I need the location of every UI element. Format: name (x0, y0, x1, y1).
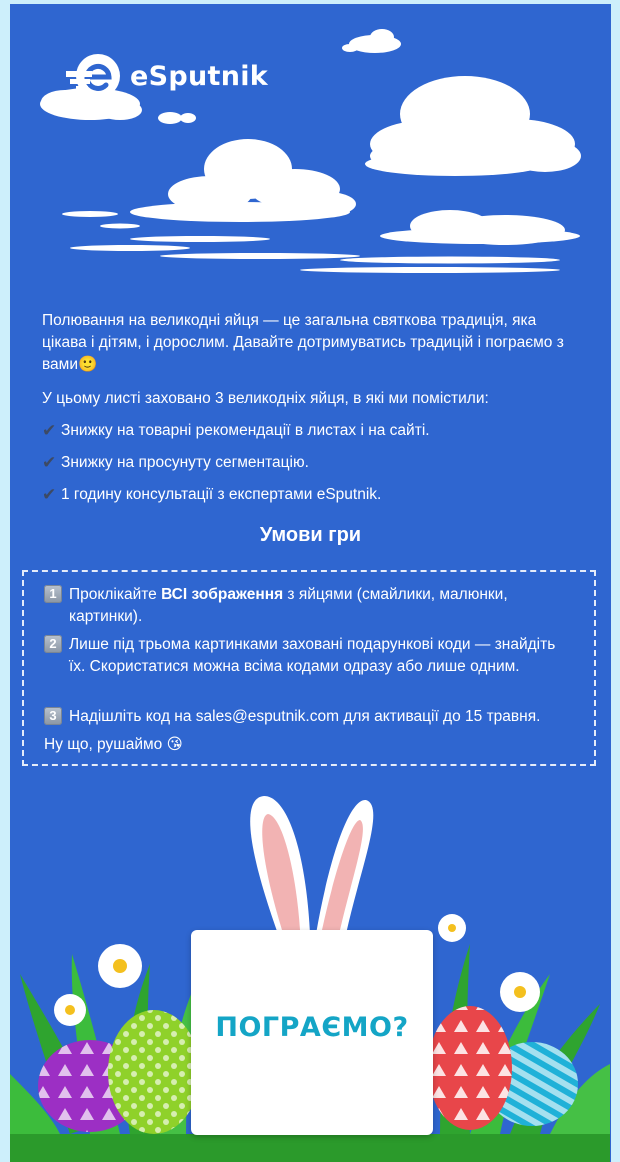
rule-item (44, 584, 564, 628)
intro-paragraph: Полювання на великодні яйця — це загальна святкова традиція, яка цікава і дітям, і дорослим. Давайте дотримуватись традицій і пограємо з вами🙂 (42, 312, 564, 373)
rule-text: Проклікайте ВСІ зображення з яйцями (смайлики, малюнки, картинки). (69, 586, 508, 625)
rule-item (44, 634, 564, 678)
clouds-illustration (10, 4, 611, 294)
prize-list (42, 420, 582, 516)
keycap-3-icon: 3 (44, 707, 62, 725)
closing-text: Ну що, рушаймо 😘 (44, 736, 183, 753)
prize-item-text: Знижку на товарні рекомендації в листах і на сайті. (61, 422, 430, 439)
brand-name: eSputnik (130, 60, 269, 92)
intro-subtitle: У цьому листі заховано 3 великодніх яйця, в які ми помістили: (42, 390, 489, 407)
prize-item (42, 420, 582, 452)
rules-box (22, 570, 596, 766)
prize-item (42, 452, 582, 484)
intro-section (42, 310, 582, 516)
keycap-1-icon: 1 (44, 585, 62, 603)
esputnik-logo-icon (60, 52, 124, 100)
rule-text: Лише під трьома картинками заховані подарункові коди — знайдіть їх. Скористатися можна всіма кодами одразу або лише одним. (69, 636, 556, 675)
prize-item (42, 484, 582, 516)
rule-item (44, 706, 564, 728)
email-body (10, 4, 611, 1162)
check-icon: ✔ (42, 485, 57, 504)
bunny-ears-icon (250, 796, 373, 934)
play-button-label[interactable]: ПОГРАЄМО? (215, 1012, 409, 1043)
prize-item-text: 1 годину консультації з експертами eSputnik. (61, 486, 382, 503)
brand-logo[interactable] (60, 52, 268, 100)
check-icon: ✔ (42, 421, 57, 440)
check-icon: ✔ (42, 453, 57, 472)
keycap-2-icon: 2 (44, 635, 62, 653)
prize-item-text: Знижку на просунуту сегментацію. (61, 454, 309, 471)
header-banner (10, 4, 611, 294)
rules-title: Умови гри (259, 524, 362, 546)
rule-text: Надішліть код на sales@esputnik.com для активації до 15 травня. (69, 708, 541, 725)
play-card[interactable] (191, 930, 433, 1135)
